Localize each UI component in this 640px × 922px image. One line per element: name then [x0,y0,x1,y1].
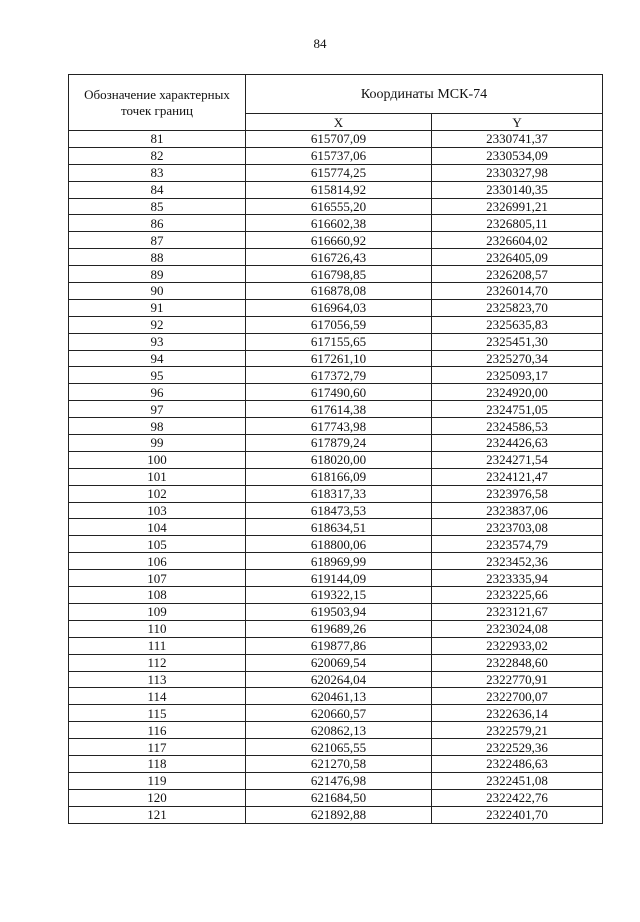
point-id-cell: 89 [69,266,246,283]
point-id-cell: 84 [69,181,246,198]
point-id-cell: 96 [69,384,246,401]
x-coordinate-cell: 615737,06 [246,147,432,164]
point-id-cell: 115 [69,705,246,722]
x-coordinate-cell: 618166,09 [246,468,432,485]
point-id-cell: 98 [69,418,246,435]
y-coordinate-cell: 2322770,91 [432,671,603,688]
table-row [69,671,603,688]
x-coordinate-cell: 621476,98 [246,772,432,789]
x-coordinate-cell: 618317,33 [246,485,432,502]
point-id-cell: 117 [69,739,246,756]
point-id-cell: 92 [69,316,246,333]
x-coordinate-cell: 619144,09 [246,570,432,587]
table-row [69,147,603,164]
y-coordinate-cell: 2322579,21 [432,722,603,739]
table-row [69,587,603,604]
x-coordinate-cell: 616660,92 [246,232,432,249]
coord-system-header: Координаты МСК-74 [246,75,603,114]
y-coordinate-cell: 2324586,53 [432,418,603,435]
x-coordinate-cell: 621892,88 [246,806,432,823]
y-coordinate-cell: 2324426,63 [432,435,603,452]
table-row [69,553,603,570]
y-coordinate-cell: 2323024,08 [432,620,603,637]
x-coordinate-cell: 618634,51 [246,519,432,536]
y-coordinate-cell: 2322529,36 [432,739,603,756]
point-id-cell: 111 [69,637,246,654]
y-coordinate-cell: 2330534,09 [432,147,603,164]
y-coordinate-cell: 2325635,83 [432,316,603,333]
x-coordinate-cell: 617879,24 [246,435,432,452]
table-row [69,299,603,316]
y-coordinate-cell: 2324920,00 [432,384,603,401]
point-id-cell: 91 [69,299,246,316]
point-id-cell: 100 [69,451,246,468]
point-id-cell: 121 [69,806,246,823]
point-id-cell: 88 [69,249,246,266]
y-coordinate-cell: 2323703,08 [432,519,603,536]
x-coordinate-cell: 615707,09 [246,131,432,148]
table-row [69,367,603,384]
y-coordinate-cell: 2325451,30 [432,333,603,350]
table-row [69,705,603,722]
x-coordinate-cell: 619689,26 [246,620,432,637]
y-coordinate-cell: 2322933,02 [432,637,603,654]
point-id-cell: 119 [69,772,246,789]
y-coordinate-cell: 2326805,11 [432,215,603,232]
x-coordinate-cell: 615774,25 [246,164,432,181]
table-row [69,755,603,772]
table-row [69,637,603,654]
y-coordinate-cell: 2326014,70 [432,283,603,300]
table-row [69,722,603,739]
y-coordinate-cell: 2324751,05 [432,401,603,418]
table-row [69,401,603,418]
table-row [69,283,603,300]
x-coordinate-cell: 616726,43 [246,249,432,266]
x-coordinate-cell: 617743,98 [246,418,432,435]
x-coordinate-cell: 617155,65 [246,333,432,350]
x-coordinate-cell: 617261,10 [246,350,432,367]
point-id-cell: 94 [69,350,246,367]
point-id-cell: 87 [69,232,246,249]
point-label-header: Обозначение характерных точек границ [69,75,246,131]
table-row [69,739,603,756]
x-coordinate-cell: 619877,86 [246,637,432,654]
y-coordinate-cell: 2322422,76 [432,789,603,806]
x-coordinate-cell: 620862,13 [246,722,432,739]
x-coordinate-cell: 621270,58 [246,755,432,772]
x-coordinate-cell: 616602,38 [246,215,432,232]
point-id-cell: 101 [69,468,246,485]
x-coordinate-cell: 615814,92 [246,181,432,198]
y-coordinate-cell: 2326208,57 [432,266,603,283]
x-coordinate-cell: 616964,03 [246,299,432,316]
point-id-cell: 90 [69,283,246,300]
y-coordinate-cell: 2322848,60 [432,654,603,671]
table-row [69,485,603,502]
x-coordinate-cell: 618800,06 [246,536,432,553]
table-body [69,131,603,824]
table-row [69,164,603,181]
x-coordinate-cell: 619503,94 [246,603,432,620]
point-id-cell: 108 [69,587,246,604]
point-id-cell: 81 [69,131,246,148]
point-id-cell: 86 [69,215,246,232]
table-row [69,536,603,553]
point-id-cell: 85 [69,198,246,215]
x-coordinate-cell: 621684,50 [246,789,432,806]
x-coordinate-cell: 618020,00 [246,451,432,468]
table-row [69,215,603,232]
table-row [69,519,603,536]
table-row [69,249,603,266]
point-id-cell: 109 [69,603,246,620]
point-id-cell: 120 [69,789,246,806]
y-coordinate-cell: 2323225,66 [432,587,603,604]
point-id-cell: 106 [69,553,246,570]
point-id-cell: 118 [69,755,246,772]
table-row [69,468,603,485]
table-row [69,198,603,215]
table-row [69,620,603,637]
y-coordinate-cell: 2330327,98 [432,164,603,181]
point-id-cell: 113 [69,671,246,688]
x-coordinate-cell: 616555,20 [246,198,432,215]
table-row [69,502,603,519]
x-coordinate-cell: 621065,55 [246,739,432,756]
x-coordinate-cell: 619322,15 [246,587,432,604]
table-row [69,384,603,401]
table-row [69,654,603,671]
y-coordinate-cell: 2323452,36 [432,553,603,570]
point-id-cell: 103 [69,502,246,519]
x-coordinate-cell: 617490,60 [246,384,432,401]
y-coordinate-cell: 2326604,02 [432,232,603,249]
table-row [69,131,603,148]
y-coordinate-cell: 2323335,94 [432,570,603,587]
coordinates-table [68,74,603,824]
table-row [69,350,603,367]
table-row [69,266,603,283]
point-id-cell: 97 [69,401,246,418]
point-id-cell: 114 [69,688,246,705]
x-coordinate-cell: 618969,99 [246,553,432,570]
y-coordinate-cell: 2323121,67 [432,603,603,620]
point-id-cell: 116 [69,722,246,739]
y-coordinate-cell: 2326991,21 [432,198,603,215]
x-coordinate-cell: 620660,57 [246,705,432,722]
y-coordinate-cell: 2324271,54 [432,451,603,468]
point-id-cell: 112 [69,654,246,671]
x-coordinate-cell: 620069,54 [246,654,432,671]
page-number: 84 [313,36,327,51]
x-coordinate-cell: 616878,08 [246,283,432,300]
y-coordinate-cell: 2330741,37 [432,131,603,148]
y-coordinate-cell: 2326405,09 [432,249,603,266]
x-coordinate-cell: 617614,38 [246,401,432,418]
x-coordinate-cell: 620264,04 [246,671,432,688]
y-coordinate-cell: 2322636,14 [432,705,603,722]
y-coordinate-cell: 2325270,34 [432,350,603,367]
point-id-cell: 83 [69,164,246,181]
y-coordinate-cell: 2324121,47 [432,468,603,485]
y-coordinate-cell: 2322401,70 [432,806,603,823]
y-coordinate-cell: 2323976,58 [432,485,603,502]
table-row [69,181,603,198]
y-coordinate-cell: 2325093,17 [432,367,603,384]
x-coordinate-cell: 617372,79 [246,367,432,384]
point-id-cell: 95 [69,367,246,384]
table-row [69,232,603,249]
y-coordinate-cell: 2323574,79 [432,536,603,553]
x-column-header: X [246,114,432,131]
table-row [69,418,603,435]
table-row [69,570,603,587]
point-id-cell: 82 [69,147,246,164]
y-column-header: Y [432,114,603,131]
point-id-cell: 105 [69,536,246,553]
point-id-cell: 93 [69,333,246,350]
y-coordinate-cell: 2323837,06 [432,502,603,519]
table-row [69,333,603,350]
point-id-cell: 104 [69,519,246,536]
x-coordinate-cell: 617056,59 [246,316,432,333]
point-id-cell: 102 [69,485,246,502]
y-coordinate-cell: 2330140,35 [432,181,603,198]
x-coordinate-cell: 620461,13 [246,688,432,705]
table-row [69,435,603,452]
table-row [69,688,603,705]
point-id-cell: 110 [69,620,246,637]
table-row [69,603,603,620]
y-coordinate-cell: 2322486,63 [432,755,603,772]
table-row [69,451,603,468]
table-row [69,789,603,806]
x-coordinate-cell: 618473,53 [246,502,432,519]
y-coordinate-cell: 2322451,08 [432,772,603,789]
point-id-cell: 99 [69,435,246,452]
y-coordinate-cell: 2322700,07 [432,688,603,705]
x-coordinate-cell: 616798,85 [246,266,432,283]
y-coordinate-cell: 2325823,70 [432,299,603,316]
table-row [69,772,603,789]
table-row [69,316,603,333]
table-row [69,806,603,823]
point-id-cell: 107 [69,570,246,587]
